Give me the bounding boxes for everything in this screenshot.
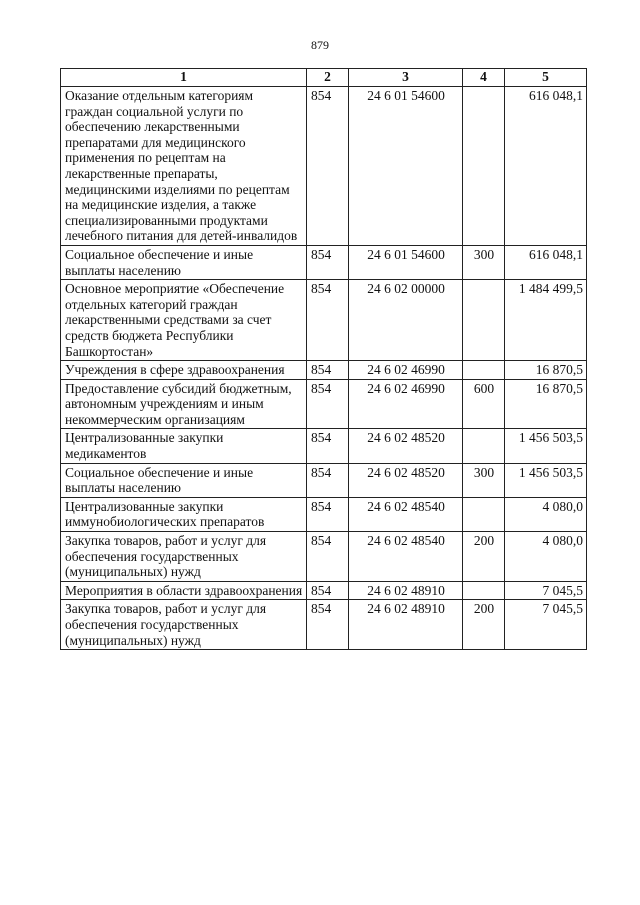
row-amount-cell: 1 456 503,5: [505, 429, 587, 463]
row-expense-type-cell: 600: [463, 379, 505, 429]
header-col-3: 3: [349, 69, 463, 87]
budget-table: [60, 68, 587, 650]
row-ministry-code-cell: 854: [307, 280, 349, 361]
row-amount-cell: 1 484 499,5: [505, 280, 587, 361]
table-row: [61, 245, 587, 279]
row-target-article-cell: 24 6 02 48910: [349, 581, 463, 600]
row-ministry-code-cell: 854: [307, 600, 349, 650]
row-amount-cell: 7 045,5: [505, 600, 587, 650]
row-expense-type-cell: [463, 87, 505, 246]
row-ministry-code-cell: 854: [307, 532, 349, 582]
row-expense-type-cell: [463, 280, 505, 361]
row-target-article-cell: 24 6 02 48520: [349, 463, 463, 497]
table-row: [61, 463, 587, 497]
row-target-article-cell: 24 6 02 48520: [349, 429, 463, 463]
row-name-cell: Оказание отдельным категориям граждан социальной услуги по обеспечению лекарственными препаратами для медицинского применения по рецептам на лекарственные препараты, медицинскими изделиями по рецептам на медицинские изделия, а также специализированными продуктами лечебного питания для детей-инвалидов: [61, 87, 307, 246]
row-expense-type-cell: 200: [463, 600, 505, 650]
row-ministry-code-cell: 854: [307, 361, 349, 380]
table-row: [61, 429, 587, 463]
header-col-2: 2: [307, 69, 349, 87]
row-amount-cell: 16 870,5: [505, 379, 587, 429]
row-amount-cell: 16 870,5: [505, 361, 587, 380]
table-row: [61, 87, 587, 246]
row-name-cell: Основное мероприятие «Обеспечение отдельных категорий граждан лекарственными средствами за счет средств бюджета Республики Башкортостан»: [61, 280, 307, 361]
row-expense-type-cell: [463, 581, 505, 600]
row-target-article-cell: 24 6 02 48910: [349, 600, 463, 650]
row-ministry-code-cell: 854: [307, 463, 349, 497]
row-expense-type-cell: [463, 429, 505, 463]
row-ministry-code-cell: 854: [307, 429, 349, 463]
row-amount-cell: 616 048,1: [505, 245, 587, 279]
row-ministry-code-cell: 854: [307, 379, 349, 429]
row-amount-cell: 4 080,0: [505, 532, 587, 582]
row-name-cell: Учреждения в сфере здравоохранения: [61, 361, 307, 380]
row-target-article-cell: 24 6 02 46990: [349, 361, 463, 380]
row-amount-cell: 1 456 503,5: [505, 463, 587, 497]
row-expense-type-cell: [463, 497, 505, 531]
table-row: [61, 581, 587, 600]
page-number: 879: [311, 38, 329, 52]
row-target-article-cell: 24 6 02 46990: [349, 379, 463, 429]
row-expense-type-cell: 300: [463, 463, 505, 497]
header-col-4: 4: [463, 69, 505, 87]
row-name-cell: Мероприятия в области здравоохранения: [61, 581, 307, 600]
row-name-cell: Социальное обеспечение и иные выплаты населению: [61, 463, 307, 497]
row-target-article-cell: 24 6 01 54600: [349, 87, 463, 246]
row-target-article-cell: 24 6 01 54600: [349, 245, 463, 279]
row-name-cell: Централизованные закупки иммунобиологических препаратов: [61, 497, 307, 531]
header-row: [61, 69, 587, 87]
table-row: [61, 379, 587, 429]
row-ministry-code-cell: 854: [307, 87, 349, 246]
row-ministry-code-cell: 854: [307, 497, 349, 531]
row-name-cell: Закупка товаров, работ и услуг для обеспечения государственных (муниципальных) нужд: [61, 600, 307, 650]
table-row: [61, 361, 587, 380]
table-row: [61, 532, 587, 582]
row-name-cell: Социальное обеспечение и иные выплаты населению: [61, 245, 307, 279]
row-expense-type-cell: [463, 361, 505, 380]
row-amount-cell: 7 045,5: [505, 581, 587, 600]
row-name-cell: Предоставление субсидий бюджетным, автономным учреждениям и иным некоммерческим организациям: [61, 379, 307, 429]
row-name-cell: Централизованные закупки медикаментов: [61, 429, 307, 463]
row-expense-type-cell: 300: [463, 245, 505, 279]
row-amount-cell: 616 048,1: [505, 87, 587, 246]
table-row: [61, 497, 587, 531]
header-col-1: 1: [61, 69, 307, 87]
table-row: [61, 280, 587, 361]
row-amount-cell: 4 080,0: [505, 497, 587, 531]
table-row: [61, 600, 587, 650]
row-target-article-cell: 24 6 02 48540: [349, 497, 463, 531]
header-col-5: 5: [505, 69, 587, 87]
row-target-article-cell: 24 6 02 48540: [349, 532, 463, 582]
table-body: [61, 87, 587, 650]
row-target-article-cell: 24 6 02 00000: [349, 280, 463, 361]
row-ministry-code-cell: 854: [307, 581, 349, 600]
row-name-cell: Закупка товаров, работ и услуг для обеспечения государственных (муниципальных) нужд: [61, 532, 307, 582]
row-expense-type-cell: 200: [463, 532, 505, 582]
row-ministry-code-cell: 854: [307, 245, 349, 279]
